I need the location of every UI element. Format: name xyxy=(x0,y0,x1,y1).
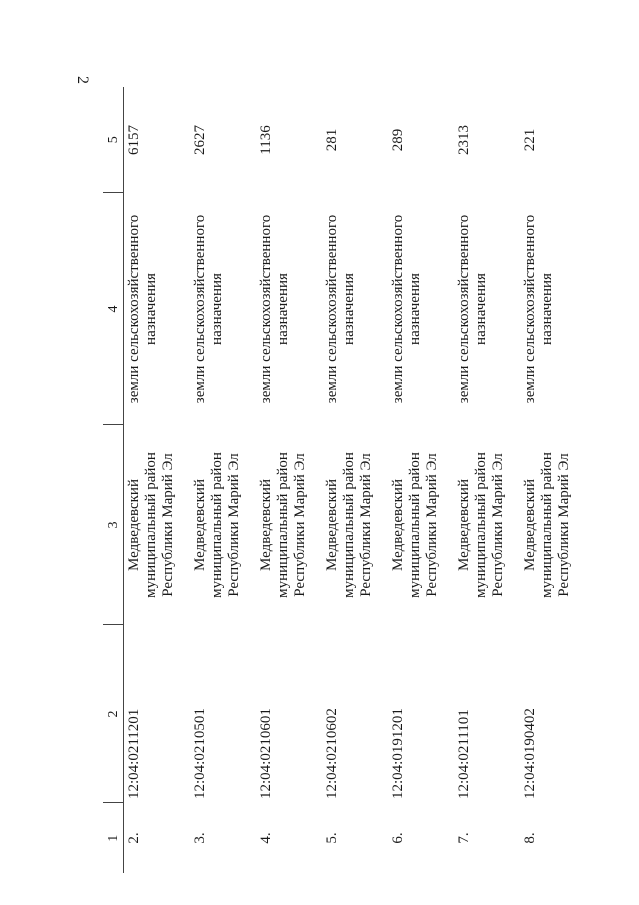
area-value: 6157 xyxy=(126,125,142,155)
page-number: 2 xyxy=(74,76,91,84)
category-cell xyxy=(454,193,520,425)
table-row xyxy=(124,87,191,873)
district-text: Медведевский муниципальный район Республики Марий Эл xyxy=(522,452,572,598)
table-row xyxy=(454,87,520,873)
category-text: земли сельскохозяйственного назначения xyxy=(192,214,225,404)
category-text: земли сельскохозяйственного назначения xyxy=(258,214,291,404)
table-row xyxy=(322,87,388,873)
cadastral-code: 12:04:0210501 xyxy=(192,708,208,799)
area-value: 221 xyxy=(522,128,538,152)
district-text: Медведевский муниципальный район Республики Марий Эл xyxy=(390,452,440,598)
area-value: 289 xyxy=(390,128,406,152)
header-col-1: 1 xyxy=(103,803,124,873)
cadastral-code: 12:04:0190402 xyxy=(522,708,538,799)
district-text: Медведевский муниципальный район Республики Марий Эл xyxy=(324,452,374,598)
district-cell xyxy=(124,425,191,625)
category-cell xyxy=(124,193,191,425)
area-value: 1136 xyxy=(258,125,274,155)
header-col-2: 2 xyxy=(103,625,124,803)
row-number: 8. xyxy=(522,832,538,844)
cadastral-code: 12:04:0191201 xyxy=(390,708,406,799)
district-cell xyxy=(454,425,520,625)
row-number: 4. xyxy=(258,832,274,844)
area-value: 2627 xyxy=(192,125,208,155)
district-text: Медведевский муниципальный район Республики Марий Эл xyxy=(192,452,242,598)
category-text: земли сельскохозяйственного назначения xyxy=(456,214,489,404)
row-number: 2. xyxy=(126,832,142,844)
district-cell xyxy=(190,425,256,625)
cadastral-code: 12:04:0211101 xyxy=(456,709,472,799)
header-col-4: 4 xyxy=(103,193,124,425)
table-header-row xyxy=(103,87,124,873)
district-text: Медведевский муниципальный район Республики Марий Эл xyxy=(258,452,308,598)
category-cell xyxy=(256,193,322,425)
district-text: Медведевский муниципальный район Республики Марий Эл xyxy=(456,452,506,598)
category-cell xyxy=(520,193,586,425)
category-cell xyxy=(388,193,454,425)
table-row xyxy=(388,87,454,873)
row-number: 5. xyxy=(324,832,340,844)
district-cell xyxy=(520,425,586,625)
category-text: земли сельскохозяйственного назначения xyxy=(126,214,159,404)
land-table xyxy=(103,87,586,873)
category-cell xyxy=(190,193,256,425)
area-value: 281 xyxy=(324,128,340,152)
district-cell xyxy=(256,425,322,625)
row-number: 6. xyxy=(390,832,406,844)
category-cell xyxy=(322,193,388,425)
category-text: земли сельскохозяйственного назначения xyxy=(324,214,357,404)
table-row xyxy=(190,87,256,873)
cadastral-code: 12:04:0210602 xyxy=(324,708,340,799)
category-text: земли сельскохозяйственного назначения xyxy=(522,214,555,404)
cadastral-code: 12:04:0211201 xyxy=(126,708,142,799)
category-text: земли сельскохозяйственного назначения xyxy=(390,214,423,404)
area-value: 2313 xyxy=(456,125,472,155)
row-number: 3. xyxy=(192,832,208,844)
row-number: 7. xyxy=(456,832,472,844)
header-col-5: 5 xyxy=(103,87,124,193)
district-cell xyxy=(388,425,454,625)
header-col-3: 3 xyxy=(103,425,124,625)
cadastral-code: 12:04:0210601 xyxy=(258,708,274,799)
table-row xyxy=(256,87,322,873)
table-row xyxy=(520,87,586,873)
district-cell xyxy=(322,425,388,625)
district-text: Медведевский муниципальный район Республики Марий Эл xyxy=(126,452,176,598)
